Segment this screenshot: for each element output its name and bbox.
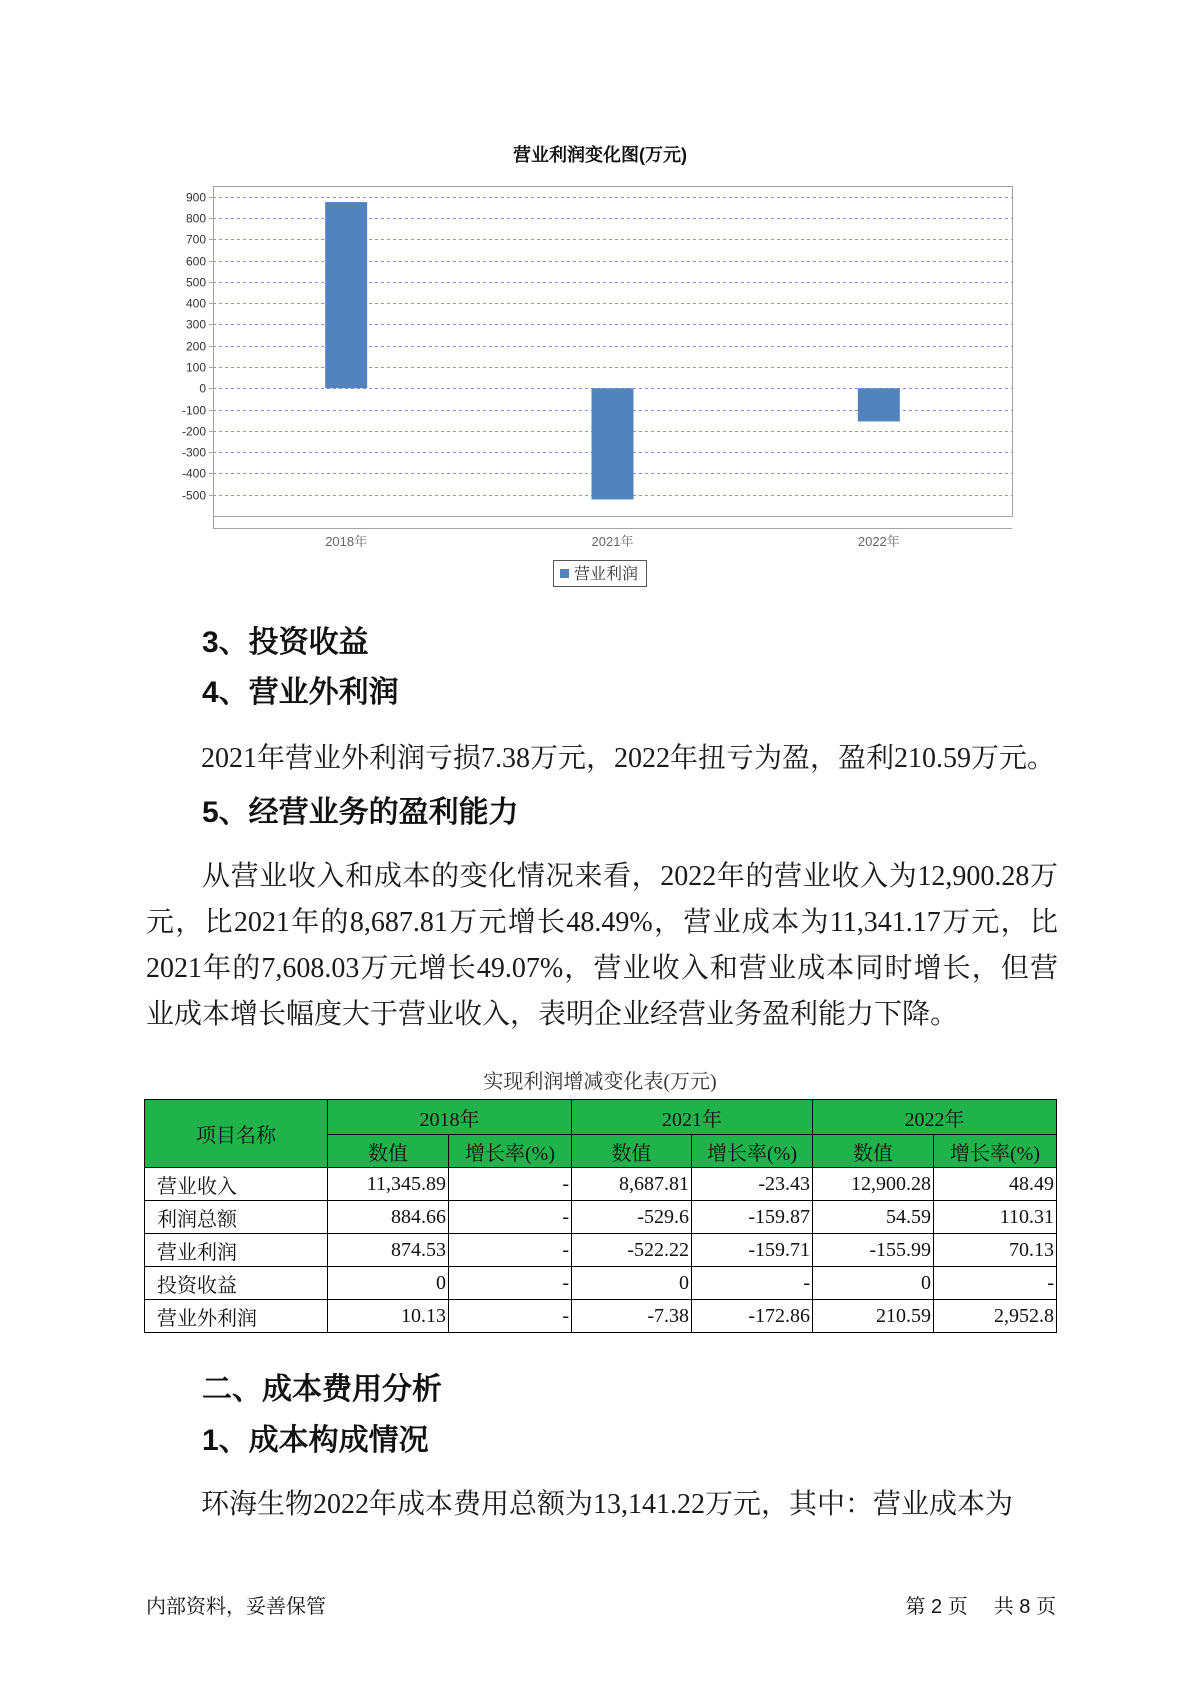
y-tick-label: 800	[185, 211, 206, 226]
footer-page-info	[760, 1595, 1056, 1619]
row-label: 营业利润	[145, 1234, 328, 1267]
table-cell: 0	[328, 1267, 449, 1300]
y-tick-label: -100	[181, 403, 206, 418]
table-cell: -529.6	[572, 1201, 692, 1234]
table-cell: -23.43	[692, 1168, 813, 1201]
row-label: 营业外利润	[145, 1300, 328, 1333]
growth-rate-subheader: 增长率(%)	[934, 1135, 1057, 1168]
chart-title: 营业利润变化图(万元)	[513, 145, 687, 165]
operating-profit-bar-chart	[0, 0, 1191, 600]
value-subheader: 数值	[813, 1135, 934, 1168]
table-row	[145, 1168, 1057, 1201]
table-cell: 884.66	[328, 1201, 449, 1234]
table-cell: 12,900.28	[813, 1168, 934, 1201]
table-cell: 10.13	[328, 1300, 449, 1333]
paragraph-non-operating-profit: 2021年营业外利润亏损7.38万元，2022年扭亏为盈，盈利210.59万元。	[201, 743, 1056, 774]
table-cell: 0	[813, 1267, 934, 1300]
year-header-2018: 2018年	[328, 1100, 572, 1135]
chart-bar	[592, 388, 634, 499]
table-cell: -172.86	[692, 1300, 813, 1333]
table-cell: 0	[572, 1267, 692, 1300]
table-cell: 110.31	[934, 1201, 1057, 1234]
y-tick-label: 900	[185, 190, 206, 205]
table-row	[145, 1201, 1057, 1234]
paragraph-line: 2021年的7,608.03万元增长49.07%，营业收入和营业成本同时增长，但营	[146, 953, 1058, 984]
row-label: 利润总额	[145, 1201, 328, 1234]
bars	[325, 202, 900, 499]
y-tick-label: 600	[185, 254, 206, 269]
axis-labels	[182, 191, 900, 550]
item-name-header: 项目名称	[145, 1100, 328, 1168]
y-tick-label: 500	[185, 275, 206, 290]
page-number: 第 2 页	[905, 1596, 968, 1618]
paragraph-line: 业成本增长幅度大于营业收入，表明企业经营业务盈利能力下降。	[146, 999, 959, 1030]
year-header-2021: 2021年	[572, 1100, 813, 1135]
footer-confidential-note: 内部资料，妥善保管	[146, 1596, 326, 1618]
paragraph-cost-structure: 环海生物2022年成本费用总额为13,141.22万元，其中：营业成本为	[201, 1489, 1014, 1520]
y-tick-label: 700	[185, 232, 206, 247]
table-cell: 2,952.8	[934, 1300, 1057, 1333]
table-cell: -	[449, 1234, 572, 1267]
table-cell: -	[934, 1267, 1057, 1300]
table-cell: 70.13	[934, 1234, 1057, 1267]
legend-swatch	[560, 569, 569, 578]
table-cell: 11,345.89	[328, 1168, 449, 1201]
table-cell: 210.59	[813, 1300, 934, 1333]
y-tick-label: 300	[185, 317, 206, 332]
table-cell: -155.99	[813, 1234, 934, 1267]
legend-label: 营业利润	[574, 566, 639, 583]
table-row	[145, 1300, 1057, 1333]
table-cell: 48.49	[934, 1168, 1057, 1201]
x-tick-label: 2022年	[857, 534, 900, 549]
table-row	[145, 1234, 1057, 1267]
value-subheader: 数值	[328, 1135, 449, 1168]
x-tick-label: 2021年	[591, 534, 634, 549]
profit-change-table	[144, 1099, 1057, 1333]
table-cell: -7.38	[572, 1300, 692, 1333]
table-header-row	[145, 1100, 1057, 1135]
y-tick-label: 400	[185, 296, 206, 311]
y-tick-label: 100	[185, 360, 206, 375]
growth-rate-subheader: 增长率(%)	[449, 1135, 572, 1168]
paragraph-line: 元，比2021年的8,687.81万元增长48.49%，营业成本为11,341.17万元，比	[146, 907, 1058, 938]
heading-cost-analysis: 二、成本费用分析	[202, 1373, 442, 1406]
value-subheader: 数值	[572, 1135, 692, 1168]
table-cell: -	[449, 1300, 572, 1333]
chart-bar	[858, 388, 900, 421]
y-tick-label: -400	[181, 466, 206, 481]
x-tick-label: 2018年	[325, 534, 368, 549]
heading-operating-profitability: 5、经营业务的盈利能力	[202, 796, 519, 829]
y-tick-label: 200	[185, 339, 206, 354]
table-cell: -159.87	[692, 1201, 813, 1234]
y-tick-label: -500	[181, 488, 206, 503]
chart-bar	[325, 202, 367, 388]
heading-non-operating-profit: 4、营业外利润	[202, 676, 399, 709]
heading-investment-income: 3、投资收益	[202, 626, 369, 659]
heading-cost-structure: 1、成本构成情况	[202, 1424, 429, 1457]
table-title: 实现利润增减变化表(万元)	[483, 1071, 717, 1093]
total-pages: 共 8 页	[993, 1596, 1056, 1618]
table-cell: -159.71	[692, 1234, 813, 1267]
y-tick-label: 0	[199, 381, 206, 396]
table-row	[145, 1267, 1057, 1300]
table-cell: -	[449, 1168, 572, 1201]
table-cell: 54.59	[813, 1201, 934, 1234]
y-tick-label: -200	[181, 424, 206, 439]
table-cell: 8,687.81	[572, 1168, 692, 1201]
legend	[554, 561, 647, 587]
table-cell: -522.22	[572, 1234, 692, 1267]
paragraph-operating-profitability	[146, 854, 1058, 1038]
row-label: 营业收入	[145, 1168, 328, 1201]
growth-rate-subheader: 增长率(%)	[692, 1135, 813, 1168]
table-cell: -	[692, 1267, 813, 1300]
y-tick-label: -300	[181, 445, 206, 460]
paragraph-line: 从营业收入和成本的变化情况来看，2022年的营业收入为12,900.28万	[202, 861, 1058, 892]
row-label: 投资收益	[145, 1267, 328, 1300]
year-header-2022: 2022年	[813, 1100, 1057, 1135]
table-cell: -	[449, 1201, 572, 1234]
table-cell: -	[449, 1267, 572, 1300]
table-cell: 874.53	[328, 1234, 449, 1267]
